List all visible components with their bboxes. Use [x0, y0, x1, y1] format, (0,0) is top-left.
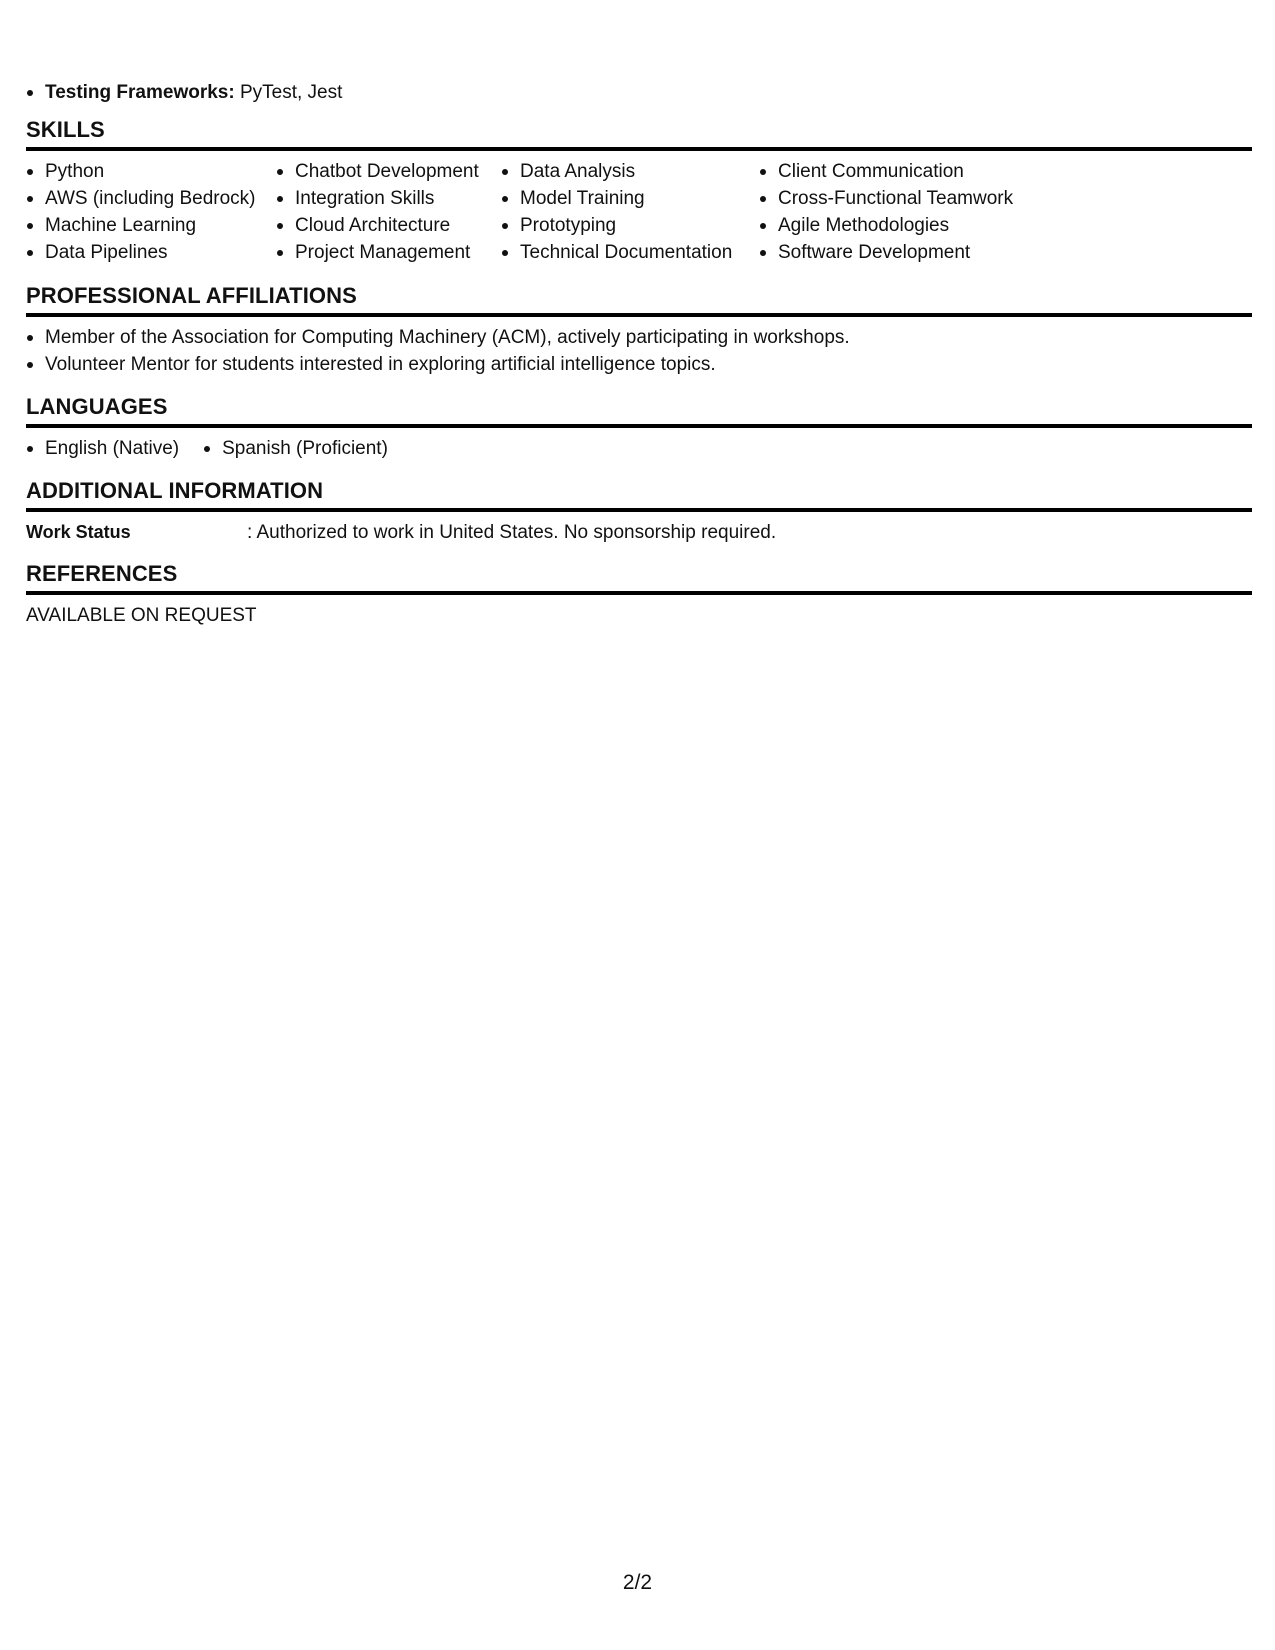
work-status-label: Work Status — [26, 522, 131, 542]
list-item: Technical Documentation — [501, 239, 759, 266]
page-number: 2/2 — [622, 1571, 653, 1594]
item-label: Testing Frameworks: — [45, 82, 235, 103]
section-title: ADDITIONAL INFORMATION — [26, 478, 324, 503]
list-item — [26, 79, 342, 106]
skills-grid — [26, 158, 1252, 266]
references-text: AVAILABLE ON REQUEST — [26, 605, 257, 626]
affiliations-section — [26, 282, 1252, 378]
references-section — [26, 560, 1252, 629]
section-divider — [26, 591, 1252, 595]
list-item: AWS (including Bedrock) — [26, 185, 276, 212]
list-item: Agile Methodologies — [759, 212, 1059, 239]
work-status-row — [26, 519, 1252, 546]
languages-list — [26, 435, 1252, 462]
skills-column — [501, 158, 759, 266]
section-divider — [26, 313, 1252, 317]
list-item: Machine Learning — [26, 212, 276, 239]
list-item: Volunteer Mentor for students interested in exploring artificial intelligence topics. — [26, 351, 1252, 378]
list-item: Cloud Architecture — [276, 212, 501, 239]
section-title: SKILLS — [26, 117, 105, 142]
list-item: Integration Skills — [276, 185, 501, 212]
list-item: Prototyping — [501, 212, 759, 239]
list-item: Project Management — [276, 239, 501, 266]
list-item: Python — [26, 158, 276, 185]
work-status-value: : Authorized to work in United States. No sponsorship required. — [247, 522, 777, 543]
section-title: PROFESSIONAL AFFILIATIONS — [26, 283, 357, 308]
languages-section — [26, 393, 1252, 462]
affiliations-list — [26, 324, 1252, 378]
additional-information-section — [26, 477, 1252, 546]
section-divider — [26, 147, 1252, 151]
list-item: Member of the Association for Computing Machinery (ACM), actively participating in workshops. — [26, 324, 1252, 351]
skills-section — [26, 116, 1252, 266]
list-item: Client Communication — [759, 158, 1059, 185]
section-title: REFERENCES — [26, 561, 178, 586]
skills-column — [759, 158, 1059, 266]
list-item: Model Training — [501, 185, 759, 212]
list-item: Spanish (Proficient) — [203, 435, 388, 462]
skills-column — [26, 158, 276, 266]
section-divider — [26, 424, 1252, 428]
list-item: English (Native) — [26, 435, 179, 462]
list-item: Data Pipelines — [26, 239, 276, 266]
technical-skills-continuation — [26, 79, 342, 106]
section-title: LANGUAGES — [26, 394, 168, 419]
list-item: Software Development — [759, 239, 1059, 266]
list-item: Chatbot Development — [276, 158, 501, 185]
skills-column — [276, 158, 501, 266]
list-item: Cross-Functional Teamwork — [759, 185, 1059, 212]
list-item: Data Analysis — [501, 158, 759, 185]
item-value: PyTest, Jest — [234, 82, 343, 103]
section-divider — [26, 508, 1252, 512]
